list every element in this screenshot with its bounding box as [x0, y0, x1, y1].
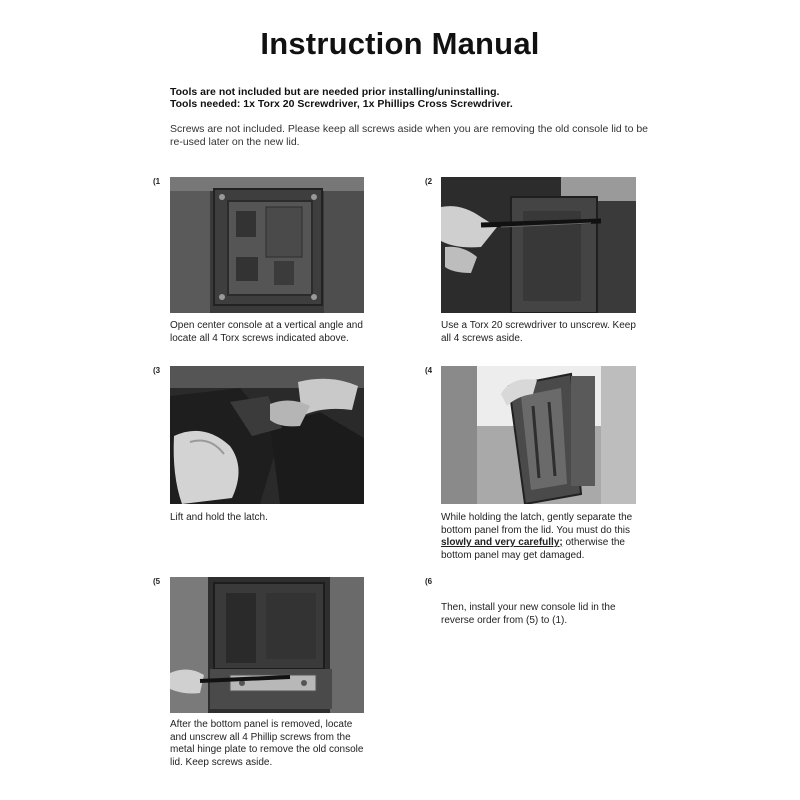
step-3-number: (3: [153, 366, 161, 375]
step-2-caption: Use a Torx 20 screwdriver to unscrew. Keep all 4 screws aside.: [441, 320, 636, 344]
step-5-photo: [170, 577, 364, 713]
step-1-number: (1: [153, 177, 161, 186]
step-2-photo: [441, 177, 636, 313]
step-4-caption: [441, 512, 641, 562]
step-6-caption: Then, install your new console lid in the reverse order from (5) to (1).: [441, 602, 616, 626]
step-3-photo: [170, 366, 364, 504]
step-2-number: (2: [425, 177, 433, 186]
step-1-caption: Open center console at a vertical angle and locate all 4 Torx screws indicated above.: [170, 320, 363, 344]
step-4-photo: [441, 366, 636, 504]
tools-line-1: Tools are not included but are needed prior installing/uninstalling.: [170, 86, 500, 98]
document-title: Instruction Manual: [260, 26, 540, 61]
step-4-caption-emphasis: slowly and very carefully;: [441, 537, 563, 548]
step-3-caption: Lift and hold the latch.: [170, 512, 268, 523]
step-1-photo: [170, 177, 364, 313]
step-4-caption-end: otherwise the bottom panel may get damaged.: [441, 537, 625, 561]
tools-notice: [170, 86, 690, 110]
step-5-caption: After the bottom panel is removed, locate and unscrew all 4 Phillip screws from the metal hinge plate to remove the old console lid. Keep screws aside.: [170, 719, 364, 768]
step-4-number: (4: [425, 366, 433, 375]
tools-line-2: Tools needed: 1x Torx 20 Screwdriver, 1x Phillips Cross Screwdriver.: [170, 98, 513, 110]
step-5-number: (5: [153, 577, 161, 586]
screws-note: Screws are not included. Please keep all screws aside when you are removing the old console lid to be re-used later on the new lid.: [170, 123, 649, 148]
step-6-number: (6: [425, 577, 433, 586]
step-4-caption-start: While holding the latch, gently separate the bottom panel from the lid. You must do this: [441, 512, 633, 536]
